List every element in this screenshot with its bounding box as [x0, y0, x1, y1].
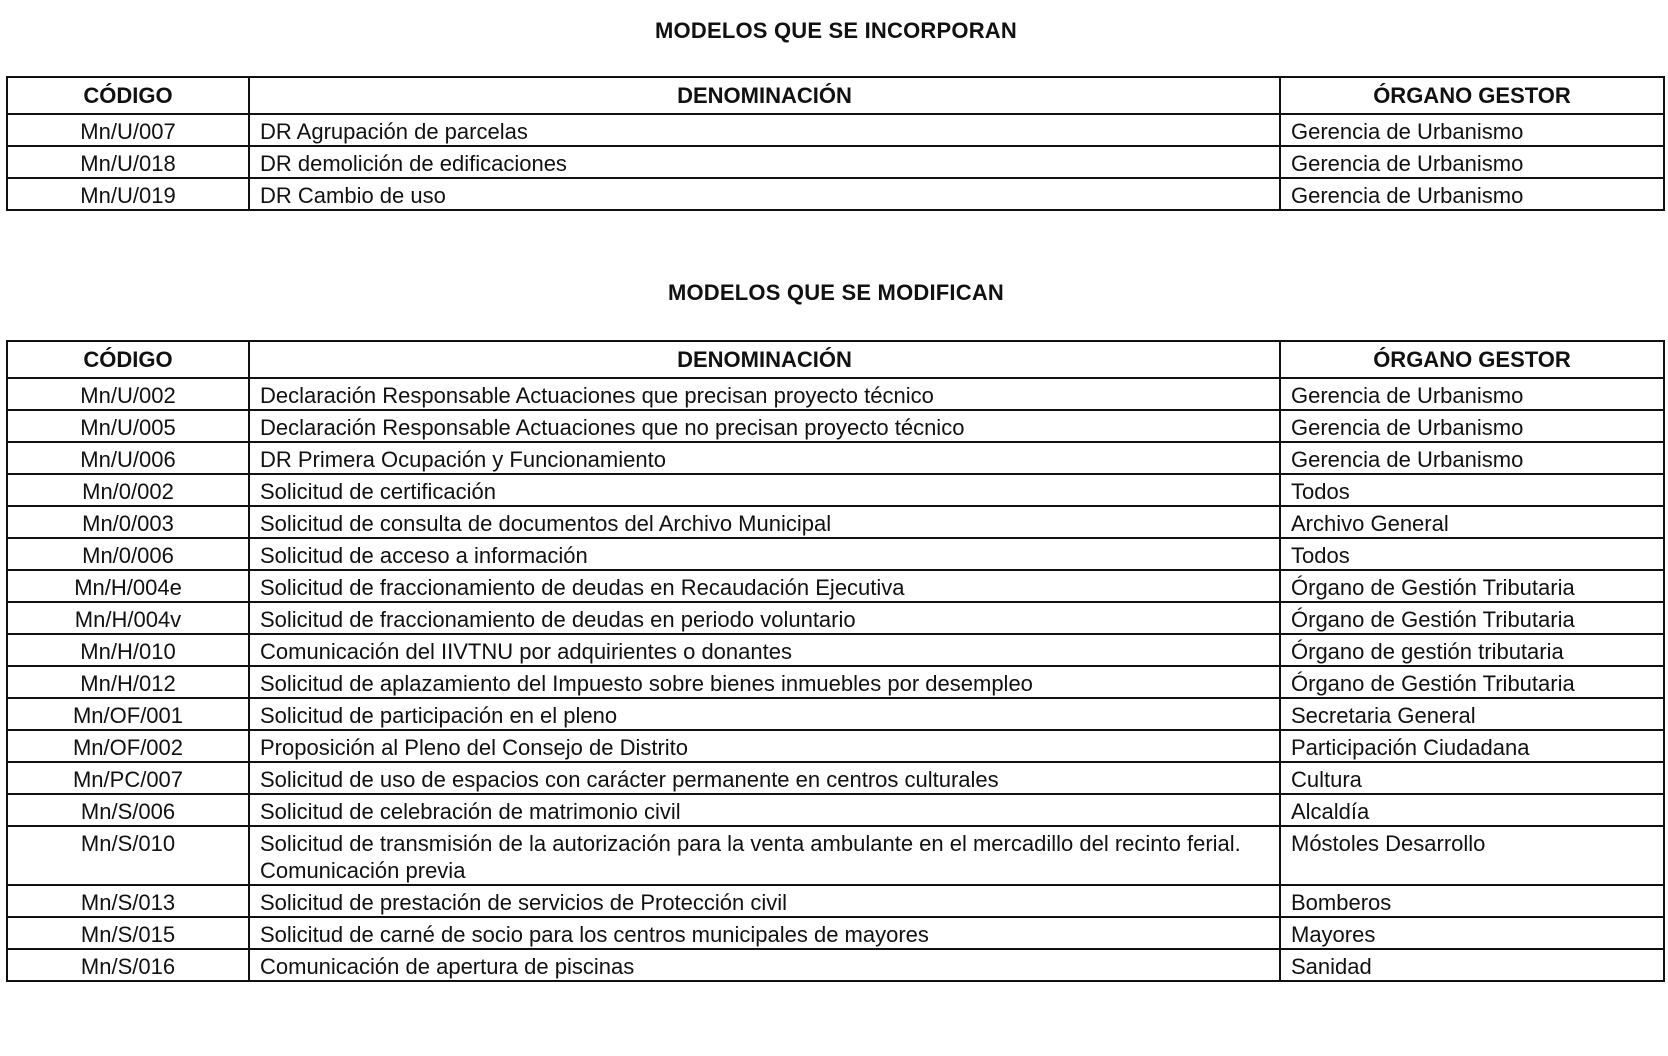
table-row — [7, 762, 1664, 794]
section-title-incorporan: MODELOS QUE SE INCORPORAN — [655, 18, 1017, 43]
cell-denominacion: Solicitud de aplazamiento del Impuesto sobre bienes inmuebles por desempleo — [249, 666, 1280, 698]
cell-codigo: Mn/S/006 — [7, 794, 249, 826]
cell-organo-gestor: Todos — [1280, 474, 1664, 506]
header-organo-gestor: ÓRGANO GESTOR — [1280, 77, 1664, 114]
cell-organo-gestor: Gerencia de Urbanismo — [1280, 178, 1664, 210]
cell-denominacion: Solicitud de transmisión de la autorización para la venta ambulante en el mercadillo del recinto ferial. Comunicación previa — [249, 826, 1280, 885]
cell-codigo: Mn/H/012 — [7, 666, 249, 698]
cell-codigo: Mn/0/003 — [7, 506, 249, 538]
table-row — [7, 570, 1664, 602]
cell-denominacion: Solicitud de consulta de documentos del Archivo Municipal — [249, 506, 1280, 538]
table-row — [7, 794, 1664, 826]
cell-codigo: Mn/U/006 — [7, 442, 249, 474]
cell-organo-gestor: Bomberos — [1280, 885, 1664, 917]
table-row — [7, 666, 1664, 698]
cell-codigo: Mn/0/006 — [7, 538, 249, 570]
table-row — [7, 949, 1664, 981]
table-header-row — [7, 341, 1664, 378]
cell-denominacion: DR Cambio de uso — [249, 178, 1280, 210]
cell-organo-gestor: Cultura — [1280, 762, 1664, 794]
table-body — [7, 378, 1664, 981]
cell-codigo: Mn/U/005 — [7, 410, 249, 442]
cell-organo-gestor: Participación Ciudadana — [1280, 730, 1664, 762]
cell-denominacion: Comunicación de apertura de piscinas — [249, 949, 1280, 981]
cell-codigo: Mn/U/018 — [7, 146, 249, 178]
cell-organo-gestor: Gerencia de Urbanismo — [1280, 410, 1664, 442]
cell-denominacion: Declaración Responsable Actuaciones que no precisan proyecto técnico — [249, 410, 1280, 442]
table-row — [7, 178, 1664, 210]
cell-organo-gestor: Sanidad — [1280, 949, 1664, 981]
cell-organo-gestor: Gerencia de Urbanismo — [1280, 114, 1664, 146]
cell-codigo: Mn/U/002 — [7, 378, 249, 410]
cell-codigo: Mn/0/002 — [7, 474, 249, 506]
cell-denominacion: Solicitud de fraccionamiento de deudas en Recaudación Ejecutiva — [249, 570, 1280, 602]
table-row — [7, 378, 1664, 410]
cell-organo-gestor: Gerencia de Urbanismo — [1280, 442, 1664, 474]
cell-organo-gestor: Archivo General — [1280, 506, 1664, 538]
cell-codigo: Mn/S/010 — [7, 826, 249, 885]
cell-organo-gestor: Mayores — [1280, 917, 1664, 949]
cell-denominacion: DR Primera Ocupación y Funcionamiento — [249, 442, 1280, 474]
table-row — [7, 826, 1664, 885]
cell-codigo: Mn/S/015 — [7, 917, 249, 949]
header-codigo: CÓDIGO — [7, 77, 249, 114]
cell-organo-gestor: Gerencia de Urbanismo — [1280, 146, 1664, 178]
cell-denominacion: Solicitud de fraccionamiento de deudas en periodo voluntario — [249, 602, 1280, 634]
table-row — [7, 917, 1664, 949]
table-row — [7, 114, 1664, 146]
header-denominacion: DENOMINACIÓN — [249, 341, 1280, 378]
table-body — [7, 114, 1664, 210]
table-row — [7, 538, 1664, 570]
table-row — [7, 885, 1664, 917]
table-row — [7, 634, 1664, 666]
cell-organo-gestor: Órgano de Gestión Tributaria — [1280, 570, 1664, 602]
cell-denominacion: Solicitud de celebración de matrimonio civil — [249, 794, 1280, 826]
cell-denominacion: DR Agrupación de parcelas — [249, 114, 1280, 146]
cell-codigo: Mn/U/019 — [7, 178, 249, 210]
cell-codigo: Mn/PC/007 — [7, 762, 249, 794]
cell-organo-gestor: Órgano de gestión tributaria — [1280, 634, 1664, 666]
cell-denominacion: Comunicación del IIVTNU por adquirientes o donantes — [249, 634, 1280, 666]
cell-codigo: Mn/OF/002 — [7, 730, 249, 762]
cell-denominacion: DR demolición de edificaciones — [249, 146, 1280, 178]
table-row — [7, 410, 1664, 442]
table-row — [7, 474, 1664, 506]
header-denominacion: DENOMINACIÓN — [249, 77, 1280, 114]
cell-codigo: Mn/OF/001 — [7, 698, 249, 730]
cell-denominacion: Proposición al Pleno del Consejo de Distrito — [249, 730, 1280, 762]
cell-organo-gestor: Gerencia de Urbanismo — [1280, 378, 1664, 410]
cell-codigo: Mn/S/016 — [7, 949, 249, 981]
cell-denominacion: Solicitud de carné de socio para los centros municipales de mayores — [249, 917, 1280, 949]
header-organo-gestor: ÓRGANO GESTOR — [1280, 341, 1664, 378]
table-row — [7, 602, 1664, 634]
table-incorporan — [6, 76, 1665, 211]
cell-organo-gestor: Órgano de Gestión Tributaria — [1280, 666, 1664, 698]
cell-codigo: Mn/H/004v — [7, 602, 249, 634]
cell-denominacion: Solicitud de acceso a información — [249, 538, 1280, 570]
cell-codigo: Mn/H/004e — [7, 570, 249, 602]
cell-codigo: Mn/U/007 — [7, 114, 249, 146]
cell-denominacion: Solicitud de certificación — [249, 474, 1280, 506]
cell-denominacion: Solicitud de prestación de servicios de Protección civil — [249, 885, 1280, 917]
cell-denominacion: Declaración Responsable Actuaciones que precisan proyecto técnico — [249, 378, 1280, 410]
cell-organo-gestor: Todos — [1280, 538, 1664, 570]
table-row — [7, 506, 1664, 538]
table-modifican — [6, 340, 1665, 982]
cell-organo-gestor: Móstoles Desarrollo — [1280, 826, 1664, 885]
cell-organo-gestor: Alcaldía — [1280, 794, 1664, 826]
cell-codigo: Mn/H/010 — [7, 634, 249, 666]
table-row — [7, 442, 1664, 474]
cell-organo-gestor: Órgano de Gestión Tributaria — [1280, 602, 1664, 634]
table-row — [7, 698, 1664, 730]
table-row — [7, 730, 1664, 762]
table-row — [7, 146, 1664, 178]
cell-codigo: Mn/S/013 — [7, 885, 249, 917]
section-title-modifican: MODELOS QUE SE MODIFICAN — [667, 280, 1005, 305]
cell-denominacion: Solicitud de participación en el pleno — [249, 698, 1280, 730]
header-codigo: CÓDIGO — [7, 341, 249, 378]
cell-denominacion: Solicitud de uso de espacios con carácter permanente en centros culturales — [249, 762, 1280, 794]
table-header-row — [7, 77, 1664, 114]
cell-organo-gestor: Secretaria General — [1280, 698, 1664, 730]
